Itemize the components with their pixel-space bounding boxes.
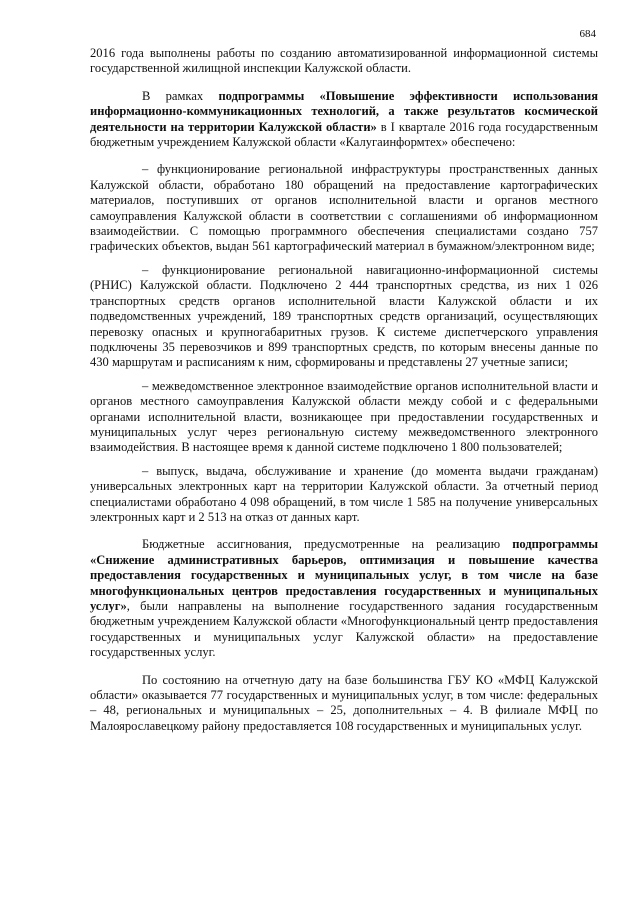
list-item-navigation-system: – функционирование региональной навигационно-информационной системы (РНИС) Калужской области. Подключено 2 444 транспортных средства, из них 1 026 транспортных средств органов исполнительной власти Калужской области и их подведомственных учреждений, 189 транспортных средств организаций, осуществляющих перевозку опасных и крупногабаритных грузов. К системе диспетчерского управления подключены 35 перевозчиков и 899 транспортных средств, по которым внесены данные по 430 маршрутам и расписаниям к ним, сформированы и представлены 27 учетные записи; bbox=[90, 262, 598, 370]
subprogram-ict-title: подпрограммы «Повышение эффективности использования информационно-коммуникационных технологий, а также результатов космической деятельности на территории Калужской области» bbox=[90, 88, 598, 134]
paragraph-subprogram-barriers-rest: , были направлены на выполнение государственного задания государственным бюджетным учреждением Калужской области «Многофункциональный центр предоставления государственных и муниципальных услуг Калужской области» на предоставление государственных услуг. bbox=[90, 599, 598, 660]
paragraph-subprogram-barriers bbox=[90, 537, 598, 660]
list-item-universal-cards: – выпуск, выдача, обслуживание и хранение (до момента выдачи гражданам) универсальных электронных карт на территории Калужской области. За отчетный период специалистами обработано 4 098 обращений, в том числе 1 585 на получение универсальных электронных карт и 2 513 на отказ от данных карт. bbox=[90, 463, 598, 524]
paragraph-subprogram-ict bbox=[90, 89, 598, 151]
paragraph-subprogram-ict-intro: В рамках bbox=[142, 88, 219, 103]
paragraph-mfc-services: По состоянию на отчетную дату на базе большинства ГБУ КО «МФЦ Калужской области» оказывается 77 государственных и муниципальных услуг, в том числе: федеральных – 48, региональных и муниципальных – 25, дополнительных – 4. В филиале МФЦ по Малоярославецкому району предоставляется 108 государственных и муниципальных услуг. bbox=[90, 672, 598, 733]
list-item-spatial-data: – функционирование региональной инфраструктуры пространственных данных Калужской области, обработано 180 обращений на предоставление картографических материалов, поступивших от органов исполнительной власти и органов местного самоуправления Калужской области в соответствии с соглашениями об информационном взаимодействии. С помощью программного обеспечения специалистами создано 757 графических объектов, выдан 561 картографический материал в бумажном/электронном виде; bbox=[90, 162, 598, 254]
paragraph-continuation: 2016 года выполнены работы по созданию автоматизированной информационной системы государственной жилищной инспекции Калужской области. bbox=[90, 46, 598, 76]
subprogram-barriers-title: подпрограммы «Снижение административных барьеров, оптимизация и повышение качества предоставления государственных и муниципальных услуг, в том числе на базе многофункциональных центров предоставления государственных и муниципальных услуг» bbox=[90, 537, 598, 613]
list-item-interagency-exchange: – межведомственное электронное взаимодействие органов исполнительной власти и органов местного самоуправления Калужской области между собой и с федеральными органами исполнительной власти, возникающее при предоставлении государственных и муниципальных услуг через региональную систему межведомственного электронного взаимодействия. В настоящее время к данной системе подключено 1 800 пользователей; bbox=[90, 378, 598, 455]
page-number: 684 bbox=[579, 28, 596, 40]
paragraph-subprogram-barriers-intro: Бюджетные ассигнования, предусмотренные на реализацию bbox=[142, 537, 513, 552]
paragraph-subprogram-ict-rest: в I квартале 2016 года государственным бюджетным учреждением Калужской области «Калугаинформтех» обеспечено: bbox=[90, 119, 599, 150]
document-body bbox=[90, 46, 598, 734]
